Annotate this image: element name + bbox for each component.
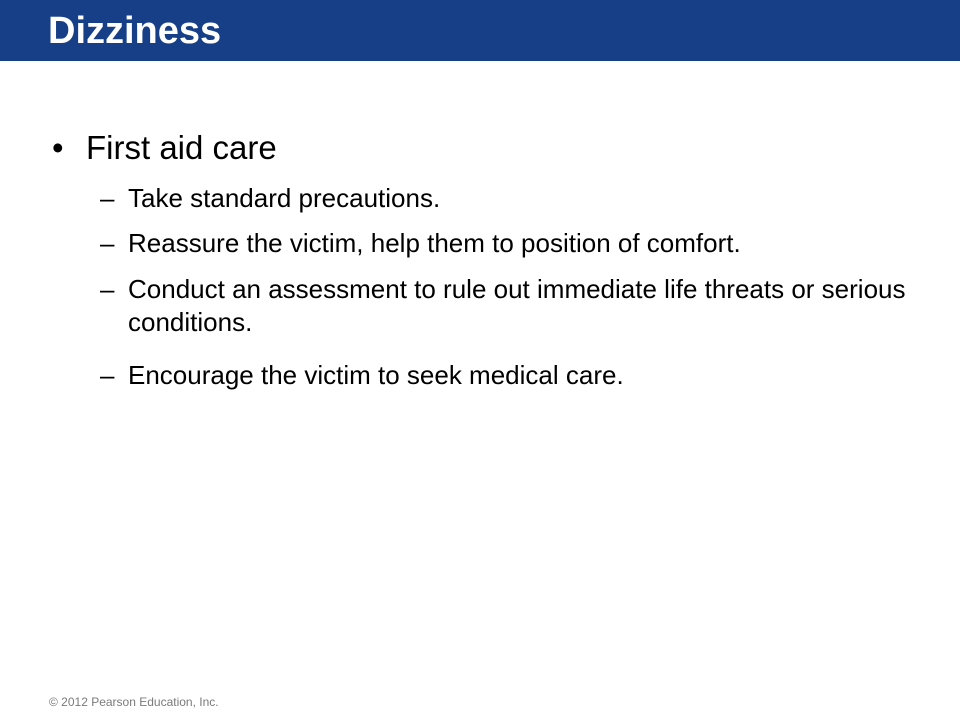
sub-item-conduct-assessment [100, 273, 920, 339]
sub-item-text: Reassure the victim, help them to position of comfort. [128, 228, 741, 258]
dash-marker: – [100, 228, 115, 258]
slide-title: Dizziness [48, 10, 222, 52]
bullet-marker: • [52, 129, 64, 166]
sub-item-text: Encourage the victim to seek medical care. [128, 360, 624, 390]
dash-marker: – [100, 183, 115, 213]
sub-item-text: Take standard precautions. [128, 183, 441, 213]
sub-item-seek-medical-care [100, 359, 920, 392]
sub-item-standard-precautions [100, 182, 920, 215]
dash-marker: – [100, 360, 115, 390]
bullet-first-aid-care: First aid care [86, 129, 277, 166]
sub-item-reassure-victim [100, 227, 920, 260]
copyright-footer: © 2012 Pearson Education, Inc. [49, 695, 219, 709]
sub-item-text: Conduct an assessment to rule out immediate life threats or serious conditions. [128, 274, 906, 337]
title-bar [0, 0, 960, 61]
dash-marker: – [100, 274, 115, 304]
